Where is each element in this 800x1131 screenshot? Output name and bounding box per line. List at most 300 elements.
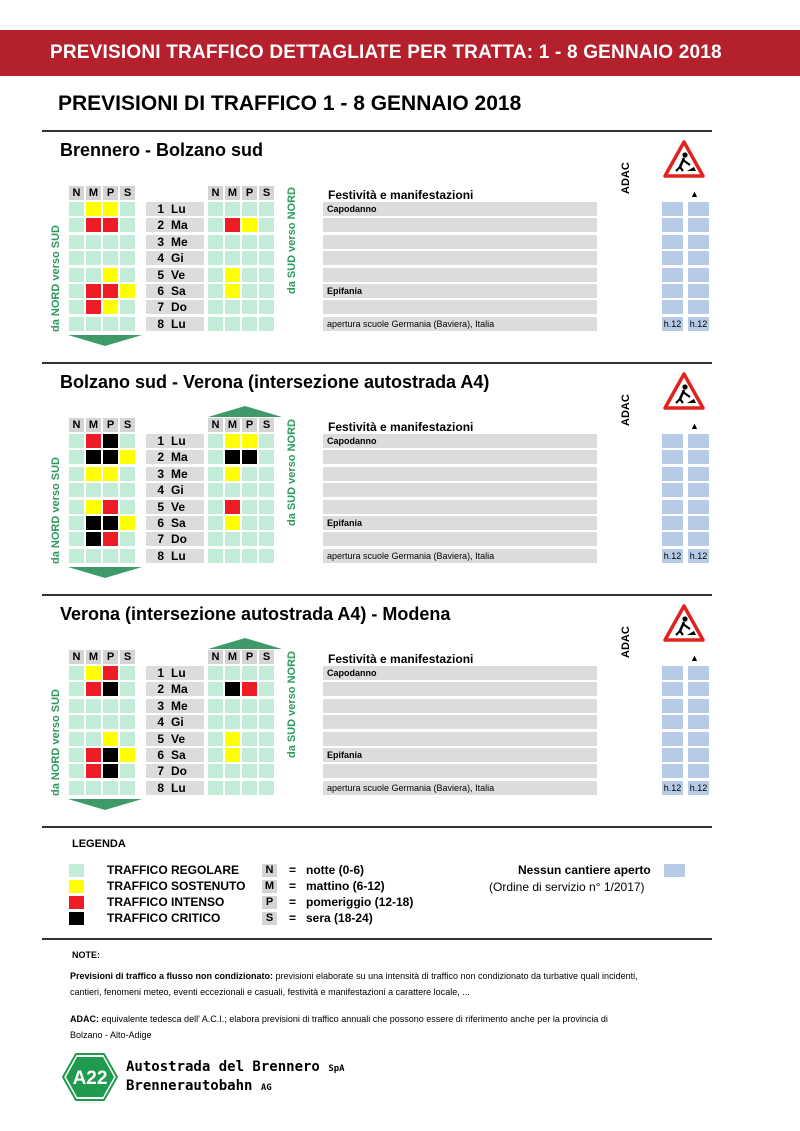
day-number: 3	[157, 234, 164, 249]
traffic-cell-south	[86, 549, 101, 563]
traffic-cell-south	[69, 300, 84, 314]
adac-cell	[662, 764, 683, 778]
day-number: 3	[157, 698, 164, 713]
traffic-cell-south	[86, 682, 101, 696]
festivities-header: Festività e manifestazioni	[328, 188, 474, 202]
traffic-cell-north	[225, 715, 240, 729]
traffic-cell-south	[86, 251, 101, 265]
adac-cell	[662, 748, 683, 762]
legend-label: TRAFFICO REGOLARE	[107, 863, 239, 877]
adac-cell	[688, 682, 709, 696]
day-name: Me	[171, 698, 188, 713]
traffic-cell-north	[225, 268, 240, 282]
day-name: Ve	[171, 267, 186, 282]
adac-cell	[662, 300, 683, 314]
adac-cell	[662, 235, 683, 249]
traffic-cell-north	[259, 666, 274, 680]
traffic-cell-north	[259, 682, 274, 696]
period-header: P	[242, 186, 257, 200]
traffic-cell-north	[208, 268, 223, 282]
traffic-cell-north	[208, 699, 223, 713]
traffic-cell-south	[120, 532, 135, 546]
adac-cell	[688, 483, 709, 497]
traffic-cell-south	[69, 516, 84, 530]
adac-label: ADAC	[620, 394, 632, 426]
legend-equals: =	[289, 879, 297, 893]
day-name: Do	[171, 532, 187, 547]
festivity-row: apertura scuole Germania (Baviera), Italia	[323, 549, 597, 563]
day-name: Lu	[171, 434, 186, 448]
legend-period-desc: sera (18-24)	[306, 911, 373, 925]
traffic-cell-south	[120, 682, 135, 696]
traffic-cell-north	[225, 317, 240, 331]
traffic-cell-south	[69, 284, 84, 298]
traffic-cell-south	[103, 732, 118, 746]
adac-cell	[688, 235, 709, 249]
festivity-row	[323, 532, 597, 546]
traffic-cell-north	[259, 483, 274, 497]
traffic-cell-south	[103, 467, 118, 481]
legend-cantiere: Nessun cantiere aperto	[518, 863, 651, 877]
traffic-cell-north	[242, 317, 257, 331]
traffic-cell-north	[225, 284, 240, 298]
legend-title: LEGENDA	[72, 838, 126, 850]
legend-equals: =	[289, 863, 297, 877]
traffic-cell-north	[208, 284, 223, 298]
traffic-cell-south	[120, 300, 135, 314]
traffic-cell-north	[225, 748, 240, 762]
legend-equals: =	[289, 911, 297, 925]
traffic-cell-south	[103, 532, 118, 546]
roadwork-warning-icon	[663, 140, 705, 178]
logo-line2-text: Brennerautobahn	[126, 1078, 253, 1094]
logo-line2-small: AG	[260, 1083, 272, 1093]
festivity-row	[323, 300, 597, 314]
adac-label: ADAC	[620, 162, 632, 194]
traffic-cell-south	[86, 467, 101, 481]
legend-ordine: (Ordine di servizio n° 1/2017)	[489, 880, 645, 894]
traffic-cell-south	[69, 434, 84, 448]
traffic-cell-north	[259, 284, 274, 298]
traffic-cell-south	[86, 715, 101, 729]
route-section	[0, 366, 800, 586]
traffic-cell-north	[242, 781, 257, 795]
period-header: S	[259, 418, 274, 432]
festivity-row: apertura scuole Germania (Baviera), Italia	[323, 317, 597, 331]
traffic-cell-north	[259, 699, 274, 713]
traffic-cell-south	[103, 715, 118, 729]
traffic-cell-south	[120, 235, 135, 249]
adac-cell: h.12	[689, 550, 708, 561]
legend-label: TRAFFICO INTENSO	[107, 895, 225, 909]
traffic-cell-north	[208, 500, 223, 514]
traffic-cell-north	[259, 500, 274, 514]
festivity-row	[323, 218, 597, 232]
legend-swatch-cantiere	[664, 864, 685, 877]
logo-line2	[126, 1078, 272, 1094]
festivity-row	[323, 699, 597, 713]
traffic-cell-north	[208, 202, 223, 216]
day-number: 6	[157, 516, 164, 530]
day-name: Lu	[171, 202, 186, 216]
arrow-up-icon	[208, 406, 282, 417]
festivity-row	[323, 715, 597, 729]
adac-cell	[662, 715, 683, 729]
traffic-cell-south	[120, 467, 135, 481]
traffic-cell-south	[86, 532, 101, 546]
traffic-cell-north	[225, 483, 240, 497]
traffic-cell-south	[103, 317, 118, 331]
traffic-cell-south	[103, 682, 118, 696]
festivity-row	[323, 235, 597, 249]
traffic-cell-south	[69, 218, 84, 232]
day-number: 5	[157, 267, 164, 282]
traffic-cell-north	[225, 666, 240, 680]
traffic-cell-south	[69, 251, 84, 265]
traffic-cell-north	[242, 300, 257, 314]
day-number: 7	[157, 532, 164, 547]
adac-cell	[662, 202, 683, 216]
day-number: 3	[157, 466, 164, 481]
festivity-row: Capodanno	[323, 434, 597, 448]
day-name: Ma	[171, 682, 188, 697]
traffic-cell-north	[242, 284, 257, 298]
day-number: 4	[157, 715, 164, 730]
traffic-cell-south	[103, 268, 118, 282]
route-section	[0, 598, 800, 818]
traffic-cell-south	[120, 699, 135, 713]
festivity-row: Epifania	[323, 284, 597, 298]
traffic-cell-north	[225, 532, 240, 546]
traffic-cell-south	[120, 317, 135, 331]
traffic-cell-south	[120, 666, 135, 680]
traffic-cell-north	[242, 202, 257, 216]
traffic-cell-north	[208, 483, 223, 497]
traffic-cell-south	[120, 500, 135, 514]
traffic-cell-north	[225, 732, 240, 746]
adac-cell	[688, 218, 709, 232]
traffic-cell-north	[225, 218, 240, 232]
adac-cell: h.12	[663, 782, 682, 793]
traffic-cell-north	[259, 732, 274, 746]
traffic-cell-south	[120, 549, 135, 563]
traffic-cell-north	[225, 202, 240, 216]
traffic-cell-south	[86, 666, 101, 680]
adac-cell	[688, 500, 709, 514]
traffic-cell-north	[259, 450, 274, 464]
period-header: P	[103, 418, 118, 432]
day-name: Do	[171, 764, 187, 779]
traffic-cell-south	[86, 300, 101, 314]
traffic-cell-north	[225, 450, 240, 464]
traffic-cell-north	[242, 516, 257, 530]
note-flusso	[70, 968, 640, 1000]
adac-cell	[662, 516, 683, 530]
adac-cell	[688, 434, 709, 448]
traffic-cell-south	[86, 732, 101, 746]
traffic-cell-north	[259, 202, 274, 216]
legend-swatch-regolare	[69, 864, 84, 877]
traffic-cell-north	[242, 218, 257, 232]
adac-cell	[662, 500, 683, 514]
traffic-cell-north	[225, 434, 240, 448]
traffic-cell-south	[120, 268, 135, 282]
period-header: P	[103, 650, 118, 664]
traffic-cell-south	[69, 317, 84, 331]
divider	[42, 362, 712, 364]
legend-swatch-critico	[69, 912, 84, 925]
traffic-cell-north	[208, 450, 223, 464]
traffic-cell-south	[69, 699, 84, 713]
day-name: Gi	[171, 251, 184, 266]
notes-title: NOTE:	[72, 950, 100, 960]
traffic-cell-north	[259, 235, 274, 249]
day-number: 4	[157, 251, 164, 266]
period-header: S	[120, 418, 135, 432]
page-banner: PREVISIONI TRAFFICO DETTAGLIATE PER TRATTA: 1 - 8 GENNAIO 2018	[0, 30, 800, 76]
traffic-cell-south	[103, 235, 118, 249]
adac-marker: ▲	[690, 189, 699, 199]
section-title: Bolzano sud - Verona (intersezione autostrada A4)	[60, 372, 490, 392]
traffic-cell-south	[69, 549, 84, 563]
traffic-cell-south	[103, 500, 118, 514]
traffic-cell-south	[86, 284, 101, 298]
day-number: 7	[157, 300, 164, 315]
traffic-cell-north	[208, 218, 223, 232]
label-nord-sud: da NORD verso SUD	[50, 689, 62, 796]
divider	[42, 594, 712, 596]
traffic-cell-south	[69, 732, 84, 746]
day-name: Do	[171, 300, 187, 315]
adac-cell: h.12	[663, 550, 682, 561]
festivity-row	[323, 268, 597, 282]
period-header: P	[242, 418, 257, 432]
period-header: N	[69, 418, 84, 432]
traffic-cell-south	[86, 516, 101, 530]
legend-period-desc: mattino (6-12)	[306, 879, 385, 893]
traffic-cell-north	[242, 500, 257, 514]
traffic-cell-south	[120, 715, 135, 729]
adac-marker: ▲	[690, 421, 699, 431]
traffic-cell-south	[69, 715, 84, 729]
festivity-row: Epifania	[323, 516, 597, 530]
period-header: S	[120, 650, 135, 664]
traffic-cell-south	[86, 434, 101, 448]
day-number: 1	[157, 202, 164, 216]
day-number: 2	[157, 218, 164, 233]
legend-swatch-sostenuto	[69, 880, 84, 893]
traffic-cell-north	[242, 268, 257, 282]
traffic-cell-south	[120, 483, 135, 497]
adac-marker: ▲	[690, 653, 699, 663]
period-header: S	[259, 650, 274, 664]
traffic-cell-north	[242, 732, 257, 746]
legend-swatch-intenso	[69, 896, 84, 909]
legend-period-desc: pomeriggio (12-18)	[306, 895, 414, 909]
traffic-cell-north	[259, 532, 274, 546]
traffic-cell-south	[86, 500, 101, 514]
roadwork-warning-icon	[663, 372, 705, 410]
day-number: 7	[157, 764, 164, 779]
day-number: 8	[157, 548, 164, 563]
day-name: Sa	[171, 748, 186, 762]
festivity-row: Capodanno	[323, 666, 597, 680]
label-sud-nord: da SUD verso NORD	[286, 187, 298, 294]
legend-key: N	[262, 864, 277, 877]
day-number: 4	[157, 483, 164, 498]
traffic-cell-south	[69, 781, 84, 795]
arrow-up-icon	[208, 638, 282, 649]
note-adac-term: ADAC:	[70, 1014, 99, 1024]
traffic-cell-south	[69, 268, 84, 282]
traffic-cell-north	[225, 235, 240, 249]
traffic-cell-north	[208, 317, 223, 331]
day-name: Ma	[171, 218, 188, 233]
traffic-cell-south	[69, 748, 84, 762]
traffic-cell-south	[103, 284, 118, 298]
festivities-header: Festività e manifestazioni	[328, 420, 474, 434]
traffic-cell-north	[208, 516, 223, 530]
day-number: 1	[157, 666, 164, 680]
section-title: Brennero - Bolzano sud	[60, 140, 264, 160]
traffic-cell-north	[242, 483, 257, 497]
roadwork-warning-icon	[663, 604, 705, 642]
adac-cell	[662, 218, 683, 232]
period-header: N	[208, 418, 223, 432]
period-header: N	[208, 186, 223, 200]
traffic-cell-north	[242, 682, 257, 696]
traffic-cell-north	[208, 781, 223, 795]
traffic-cell-north	[225, 781, 240, 795]
traffic-cell-north	[242, 764, 257, 778]
festivity-row	[323, 500, 597, 514]
period-header: N	[69, 650, 84, 664]
traffic-cell-north	[242, 251, 257, 265]
traffic-cell-north	[242, 699, 257, 713]
traffic-cell-south	[120, 516, 135, 530]
note-adac-text: equivalente tedesca dell' A.C.I.; elabora previsioni di traffico annuali che possono essere di riferimento anche per la provincia di Bolzano - Alto-Adige	[70, 1014, 608, 1040]
traffic-cell-south	[69, 764, 84, 778]
divider	[42, 938, 712, 940]
traffic-cell-south	[120, 781, 135, 795]
traffic-cell-north	[208, 715, 223, 729]
traffic-cell-south	[103, 434, 118, 448]
day-name: Lu	[171, 780, 186, 795]
period-header: S	[259, 186, 274, 200]
traffic-cell-north	[242, 748, 257, 762]
traffic-cell-south	[103, 202, 118, 216]
adac-cell	[688, 532, 709, 546]
a22-logo-icon	[62, 1053, 118, 1101]
divider	[42, 826, 712, 828]
logo-line1-small: SpA	[328, 1064, 345, 1074]
traffic-cell-north	[259, 218, 274, 232]
traffic-cell-north	[242, 467, 257, 481]
traffic-cell-south	[120, 434, 135, 448]
adac-label: ADAC	[620, 626, 632, 658]
traffic-cell-south	[103, 699, 118, 713]
traffic-cell-north	[208, 732, 223, 746]
traffic-cell-north	[242, 666, 257, 680]
traffic-cell-south	[69, 682, 84, 696]
traffic-cell-north	[259, 549, 274, 563]
note-adac	[70, 1011, 640, 1043]
day-name: Lu	[171, 666, 186, 680]
traffic-cell-south	[69, 235, 84, 249]
traffic-cell-south	[69, 500, 84, 514]
traffic-cell-south	[103, 450, 118, 464]
legend-label: TRAFFICO SOSTENUTO	[107, 879, 246, 893]
traffic-cell-north	[208, 666, 223, 680]
period-header: M	[225, 418, 240, 432]
traffic-cell-south	[103, 549, 118, 563]
adac-cell	[662, 532, 683, 546]
adac-cell	[688, 300, 709, 314]
label-nord-sud: da NORD verso SUD	[50, 225, 62, 332]
traffic-cell-north	[242, 715, 257, 729]
section-title: Verona (intersezione autostrada A4) - Modena	[60, 604, 451, 624]
day-name: Lu	[171, 548, 186, 563]
traffic-cell-north	[242, 532, 257, 546]
adac-cell	[662, 268, 683, 282]
traffic-cell-north	[208, 251, 223, 265]
traffic-cell-north	[225, 516, 240, 530]
traffic-cell-north	[259, 781, 274, 795]
traffic-cell-north	[208, 549, 223, 563]
traffic-cell-north	[225, 251, 240, 265]
adac-cell	[662, 284, 683, 298]
day-name: Sa	[171, 516, 186, 530]
traffic-cell-north	[242, 434, 257, 448]
day-name: Gi	[171, 715, 184, 730]
traffic-cell-south	[120, 218, 135, 232]
period-header: M	[225, 186, 240, 200]
adac-cell	[688, 450, 709, 464]
legend-label: TRAFFICO CRITICO	[107, 911, 221, 925]
arrow-down-icon	[68, 335, 142, 346]
adac-cell	[688, 251, 709, 265]
period-header: M	[86, 418, 101, 432]
traffic-cell-south	[120, 450, 135, 464]
traffic-cell-south	[103, 748, 118, 762]
adac-cell	[662, 483, 683, 497]
festivity-row	[323, 483, 597, 497]
traffic-cell-south	[69, 666, 84, 680]
label-sud-nord: da SUD verso NORD	[286, 651, 298, 758]
festivity-row: Epifania	[323, 748, 597, 762]
traffic-cell-south	[86, 317, 101, 331]
day-name: Me	[171, 466, 188, 481]
traffic-cell-north	[208, 467, 223, 481]
period-header: S	[120, 186, 135, 200]
legend-key: P	[262, 896, 277, 909]
traffic-cell-north	[225, 682, 240, 696]
traffic-cell-south	[86, 781, 101, 795]
traffic-cell-north	[225, 764, 240, 778]
traffic-cell-south	[69, 483, 84, 497]
traffic-cell-south	[86, 748, 101, 762]
day-number: 6	[157, 748, 164, 762]
logo-line1	[126, 1059, 345, 1075]
day-number: 6	[157, 284, 164, 298]
page-title: PREVISIONI DI TRAFFICO 1 - 8 GENNAIO 2018	[58, 92, 522, 115]
adac-cell	[688, 764, 709, 778]
traffic-cell-north	[259, 251, 274, 265]
adac-cell	[688, 284, 709, 298]
adac-cell	[662, 682, 683, 696]
adac-cell: h.12	[689, 318, 708, 329]
adac-cell	[662, 467, 683, 481]
